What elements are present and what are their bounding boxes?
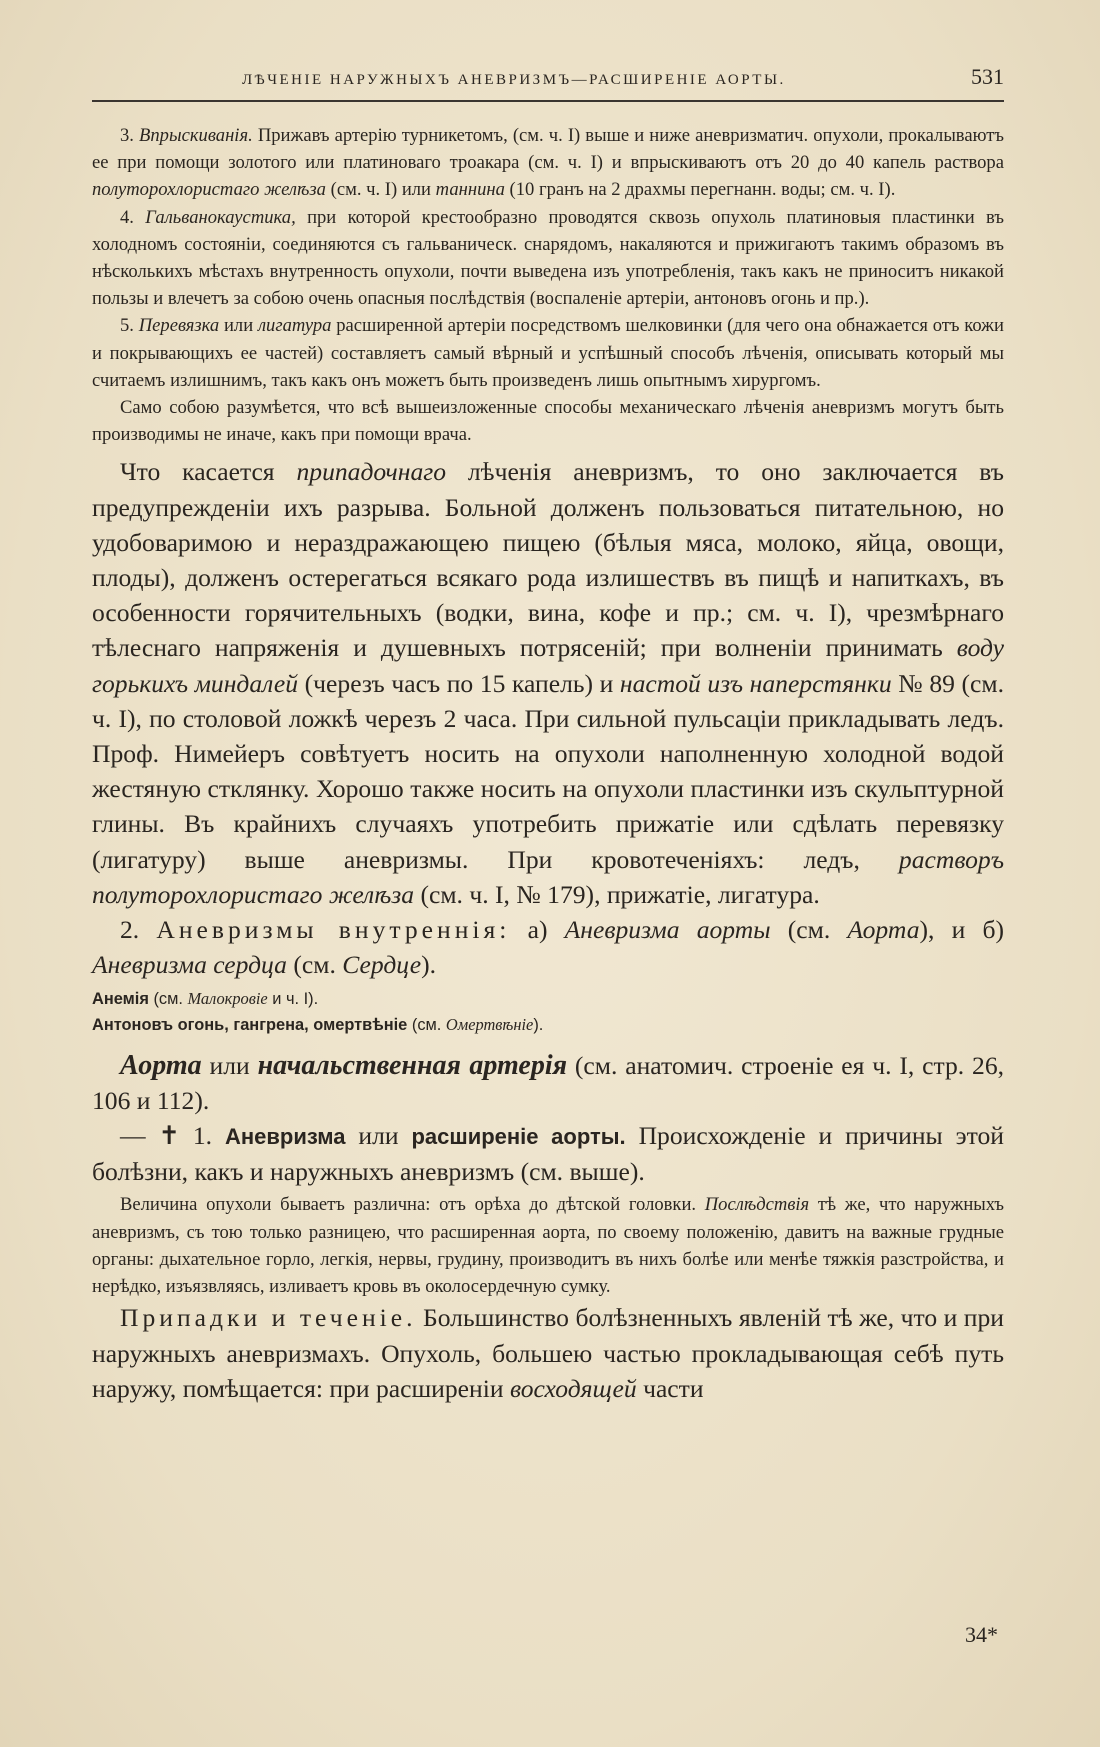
entry-gangrene: Антоновъ огонь, гангрена, омертвѣніе (см. Омертвѣніе). [92, 1015, 544, 1035]
aorta-section-1: — ✝ 1. Аневризма или расширеніе аорты. Происхожденіе и причины этой болѣзни, какъ и наружныхъ аневризмъ (см. выше). [92, 1121, 1004, 1187]
treatment-paragraph: Что касается припадочнаго лѣченія аневризмъ, то оно заключается въ предупрежденіи ихъ разрыва. Больной долженъ пользоваться питательною, но удобоваримою и нераздражающею пищею (бѣлыя мяса, молоко, яйца, овощи, плоды), долженъ остерегаться всякаго рода излишествъ въ пищѣ и напиткахъ, въ особенности горячительныхъ (водки, вина, кофе и пр.; см. ч. I), чрезмѣрнаго тѣлеснаго напряженія и душевныхъ потрясеній; при волненіи принимать воду горькихъ миндалей (черезъ часъ по 15 капель) и настой изъ наперстянки № 89 (см. ч. I), по столовой ложкѣ черезъ 2 часа. При сильной пульсаціи прикладывать ледъ. Проф. Нимейеръ совѣтуетъ носить на опухоли наполненную холодной водой жестяную стклянку. Хорошо также носить на опухоли пластинки изъ скульптурной глины. Въ крайнихъ случаяхъ употребить прижатіе или сдѣлать перевязку (лигатуру) выше аневризмы. При кровотеченіяхъ: ледъ, растворъ полуторохлористаго желѣза (см. ч. I, № 179), прижатіе, лигатура. [92, 457, 1004, 909]
aorta-article [92, 1048, 1004, 1189]
method-3: 3. Впрыскиванія. Прижавъ артерію турникетомъ, (см. ч. I) выше и ниже аневризматич. опухоли, прокалываютъ ее при помощи золотого или платиноваго троакара (см. ч. I) и впрыскиваютъ отъ 20 до 40 капель раствора полуторохлористаго желѣза (см. ч. I) или таннина (10 гранъ на 2 драхмы перегнанн. воды; см. ч. I). [92, 125, 1004, 201]
methods-note: Само собою разумѣется, что всѣ вышеизложенные способы механическаго лѣченія аневризмъ могутъ быть производимы не иначе, какъ при помощи врача. [92, 397, 1004, 446]
aorta-heading: Аорта или начальственная артерія (см. анатомич. строеніе ея ч. I, стр. 26, 106 и 112). [92, 1050, 1005, 1116]
symptoms-section: Припадки и теченіе. Большинство болѣзненныхъ явленій тѣ же, что и при наружныхъ аневризмахъ. Опухоль, большею частью прокладывающая себѣ путь наружу, помѣщается: при расширеніи восходящей части [92, 1303, 1005, 1403]
page-number: 531 [971, 64, 1004, 89]
signature-mark: 34* [965, 1622, 998, 1647]
method-5: 5. Перевязка или лигатура расширенной артеріи посредствомъ шелковинки (для чего она обнажается отъ кожи и покрывающихъ ее частей) составляетъ самый вѣрный и успѣшный способъ лѣченія, описывать который мы считаемъ излишнимъ, такъ какъ онъ можетъ быть произведенъ лишь опытнымъ хирургомъ. [92, 315, 1004, 391]
running-title: ЛѢЧЕНІЕ НАРУЖНЫХЪ АНЕВРИЗМЪ—РАСШИРЕНІЕ АОРТЫ. [242, 72, 786, 88]
methods-list [92, 122, 1004, 448]
running-header [92, 64, 1004, 102]
index-entries [92, 986, 1004, 1038]
size-consequences: Величина опухоли бываетъ различна: отъ орѣха до дѣтской головки. Послѣдствія тѣ же, что наружныхъ аневризмъ, съ тою только разницею, что расширенная аорта, по своему положенію, давитъ на важные грудные органы: дыхательное горло, легкія, нервы, грудину, производитъ въ нихъ болѣе или менѣе тяжкія разстройства, и нерѣдко, изъязвляясь, изливаетъ кровь въ околосердечную сумку. [92, 1194, 1004, 1298]
method-4: 4. Гальванокаустика, при которой крестообразно проводятся сквозь опухоль платиновыя пластинки въ холодномъ состояніи, соединяются съ гальваническ. снарядомъ, накаляются и прижигаютъ такимъ образомъ въ нѣсколькихъ мѣстахъ внутренность опухоли, почти выведена изъ употребленія, такъ какъ не приноситъ никакой пользы и влечетъ за собою очень опасныя послѣдствія (воспаленіе артеріи, антоновъ огонь и пр.). [92, 206, 1004, 310]
internal-aneurysms: 2. Аневризмы внутреннія: а) Аневризма аорты (см. Аорта), и б) Аневризма сердца (см. Сердце). [92, 915, 1004, 980]
main-text [92, 454, 1004, 982]
entry-anemia: Анемія (см. Малокровіе и ч. I). [92, 989, 319, 1009]
